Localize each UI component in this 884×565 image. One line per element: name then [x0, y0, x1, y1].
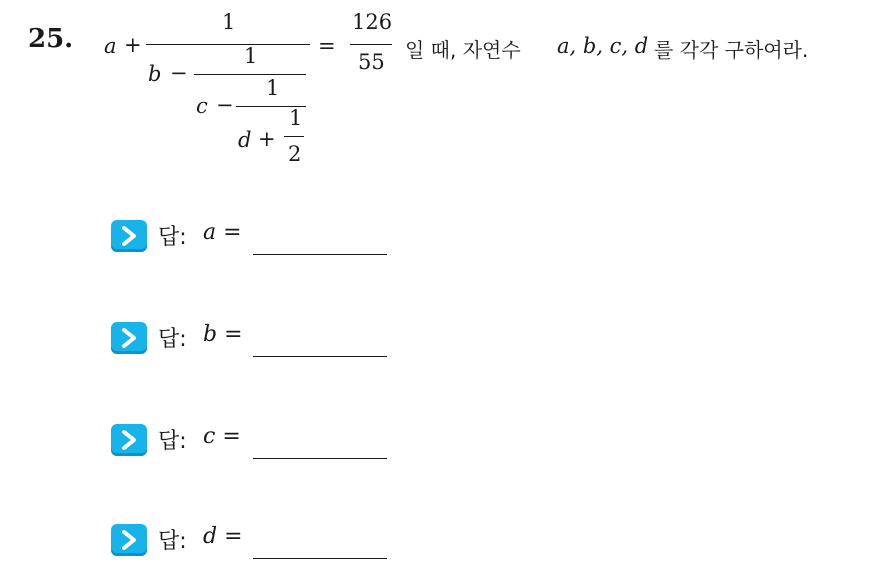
numerator-4: 1: [289, 106, 303, 130]
fraction-bar-4: [284, 136, 304, 137]
fraction-bar-1: [146, 44, 310, 45]
fraction-bar-2: [194, 74, 306, 75]
rhs-numerator: 126: [352, 10, 393, 34]
rhs-fraction-bar: [350, 44, 392, 45]
chevron-right-icon: [111, 322, 147, 354]
answer-blank-a[interactable]: [253, 254, 387, 255]
minus-sign-1: −: [170, 61, 188, 85]
question-vars: a, b, c, d: [557, 34, 649, 58]
question-text-after: 를 각각 구하여라.: [654, 38, 809, 62]
chevron-right-icon: [111, 524, 147, 556]
answer-var: c =: [203, 424, 241, 449]
answer-label: 답:: [158, 225, 187, 250]
answer-var: d =: [203, 524, 243, 549]
question-number: 25.: [28, 24, 74, 54]
chevron-right-icon: [111, 424, 147, 456]
plus-sign-2: +: [258, 127, 276, 151]
var-c: c: [196, 94, 208, 118]
rhs-denominator: 55: [358, 50, 385, 74]
numerator-2: 1: [244, 44, 258, 68]
numerator-3: 1: [266, 76, 280, 100]
numerator-1: 1: [222, 10, 236, 34]
plus-sign: +: [124, 33, 142, 57]
minus-sign-2: −: [216, 93, 234, 117]
chevron-right-icon: [111, 220, 147, 252]
answer-label: 답:: [158, 327, 187, 352]
equals-sign: =: [318, 34, 336, 58]
var-b: b: [148, 62, 162, 86]
question-text-before: 일 때, 자연수: [405, 38, 521, 62]
answer-label: 답:: [158, 529, 187, 554]
answer-var: b =: [203, 322, 243, 347]
var-d: d: [238, 128, 252, 152]
answer-var: a =: [203, 220, 242, 245]
answer-blank-d[interactable]: [253, 558, 387, 559]
answer-blank-b[interactable]: [253, 356, 387, 357]
denominator-2: 2: [288, 142, 302, 166]
answer-blank-c[interactable]: [253, 458, 387, 459]
var-a: a: [104, 34, 117, 58]
answer-label: 답:: [158, 429, 187, 454]
